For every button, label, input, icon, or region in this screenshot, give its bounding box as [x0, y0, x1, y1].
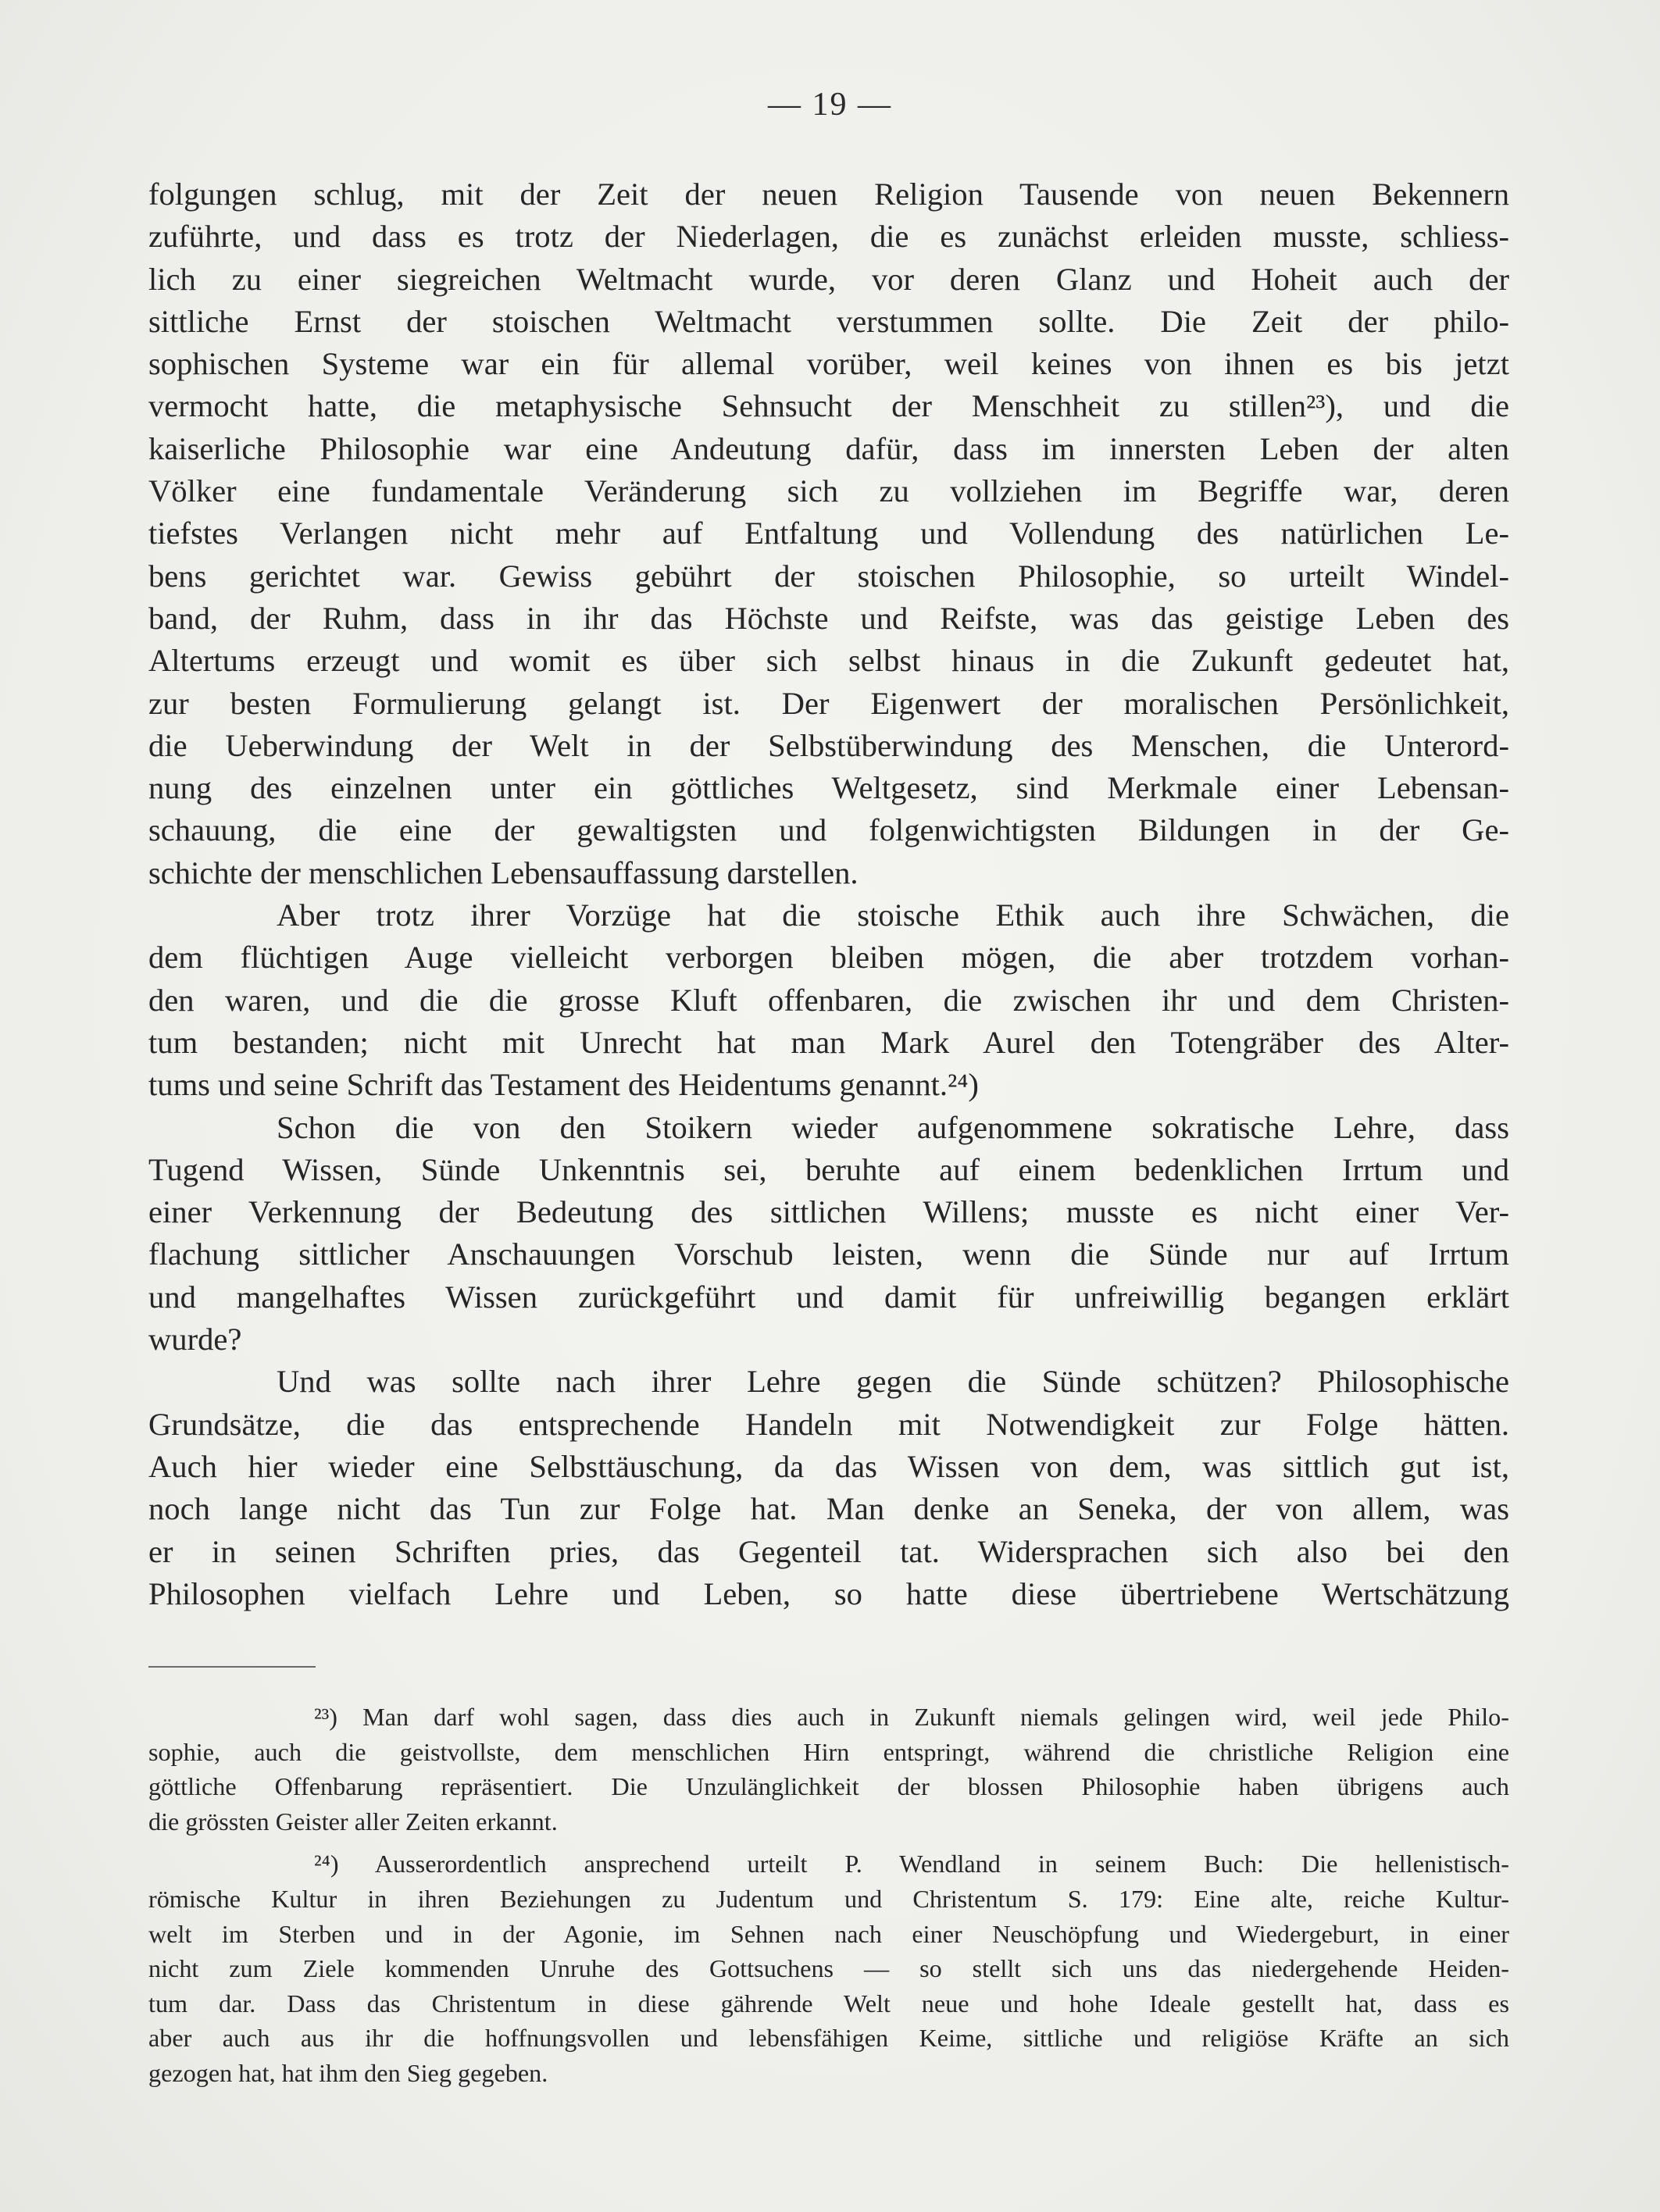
text-line: Völker eine fundamentale Veränderung sich zu vollziehen im Begriffe war, deren — [148, 473, 1509, 509]
text-line: Altertums erzeugt und womit es über sich selbst hinaus in die Zukunft gedeutet hat, — [148, 643, 1509, 679]
text-line: sophischen Systeme war ein für allemal vorüber, weil keines von ihnen es bis jetzt — [148, 346, 1509, 382]
page-number: — 19 — — [768, 87, 892, 123]
footnote-line: die grössten Geister aller Zeiten erkannt. — [148, 1807, 558, 1836]
text-line: vermocht hatte, die metaphysische Sehnsucht der Menschheit zu stillen²³), und die — [148, 388, 1509, 424]
text-line: noch lange nicht das Tun zur Folge hat. Man denke an Seneka, der von allem, was — [148, 1491, 1509, 1527]
text-line: tiefstes Verlangen nicht mehr auf Entfaltung und Vollendung des natürlichen Le- — [148, 516, 1509, 551]
footnote-line: sophie, auch die geistvollste, dem menschlichen Hirn entspringt, während die christliche Religion eine — [148, 1737, 1509, 1766]
main-text — [148, 173, 1509, 1615]
footnote-line: römische Kultur in ihren Beziehungen zu Judentum und Christentum S. 179: Eine alte, reiche Kultur- — [148, 1884, 1509, 1913]
text-line: sittliche Ernst der stoischen Weltmacht verstummen sollte. Die Zeit der philo- — [148, 303, 1509, 339]
footnote — [148, 1846, 1509, 2090]
text-line: die Ueberwindung der Welt in der Selbstüberwindung des Menschen, die Unterord- — [148, 727, 1509, 763]
footnote-line: ²⁴) Ausserordentlich ansprechend urteilt P. Wendland in seinem Buch: Die hellenistisch- — [314, 1850, 1509, 1878]
text-line: schichte der menschlichen Lebensauffassung darstellen. — [148, 854, 859, 890]
text-line: bens gerichtet war. Gewiss gebührt der stoischen Philosophie, so urteilt Windel- — [148, 558, 1509, 594]
footnote-divider — [148, 1666, 316, 1668]
footnote — [148, 1700, 1509, 1839]
text-line: flachung sittlicher Anschauungen Vorschub leisten, wenn die Sünde nur auf Irrtum — [148, 1236, 1509, 1272]
footnote-line: aber auch aus ihr die hoffnungsvollen und lebensfähigen Keime, sittliche und religiöse Kräfte an sich — [148, 2024, 1509, 2053]
text-line: tum bestanden; nicht mit Unrecht hat man Mark Aurel den Totengräber des Alter- — [148, 1024, 1509, 1060]
text-line: folgungen schlug, mit der Zeit der neuen Religion Tausende von neuen Bekennern — [148, 177, 1509, 212]
text-line: lich zu einer siegreichen Weltmacht wurde, vor deren Glanz und Hoheit auch der — [148, 261, 1509, 297]
footnote-line: gezogen hat, hat ihm den Sieg gegeben. — [148, 2058, 548, 2087]
text-line: nung des einzelnen unter ein göttliches Weltgesetz, sind Merkmale einer Lebensan- — [148, 770, 1509, 806]
footnote-line: welt im Sterben und in der Agonie, im Sehnen nach einer Neuschöpfung und Wiedergeburt, in einer — [148, 1919, 1509, 1948]
text-line: schauung, die eine der gewaltigsten und folgenwichtigsten Bildungen in der Ge- — [148, 812, 1509, 848]
text-line: band, der Ruhm, dass in ihr das Höchste und Reifste, was das geistige Leben des — [148, 600, 1509, 636]
text-line: Philosophen vielfach Lehre und Leben, so hatte diese übertriebene Wertschätzung — [148, 1575, 1509, 1611]
text-line: tums und seine Schrift das Testament des Heidentums genannt.²⁴) — [148, 1067, 979, 1103]
text-line: und mangelhaftes Wissen zurückgeführt und damit für unfreiwillig begangen erklärt — [148, 1279, 1509, 1315]
footnote-line: tum dar. Dass das Christentum in diese gährende Welt neue und hohe Ideale gestellt hat, dass es — [148, 1989, 1509, 2018]
footnote-line: ²³) Man darf wohl sagen, dass dies auch in Zukunft niemals gelingen wird, weil jede Philo- — [314, 1703, 1509, 1731]
text-line: zur besten Formulierung gelangt ist. Der Eigenwert der moralischen Persönlichkeit, — [148, 685, 1509, 721]
text-line: wurde? — [148, 1322, 242, 1358]
footnote-line: nicht zum Ziele kommenden Unruhe des Gottsuchens — so stellt sich uns das niedergehende Heiden- — [148, 1954, 1509, 1983]
text-line: kaiserliche Philosophie war eine Andeutung dafür, dass im innersten Leben der alten — [148, 430, 1509, 466]
text-line: dem flüchtigen Auge vielleicht verborgen bleiben mögen, die aber trotzdem vorhan- — [148, 940, 1509, 976]
text-line: Schon die von den Stoikern wieder aufgenommene sokratische Lehre, dass — [277, 1109, 1509, 1145]
text-line: Grundsätze, die das entsprechende Handeln mit Notwendigkeit zur Folge hätten. — [148, 1406, 1509, 1442]
text-line: Tugend Wissen, Sünde Unkenntnis sei, beruhte auf einem bedenklichen Irrtum und — [148, 1151, 1509, 1187]
text-line: er in seinen Schriften pries, das Gegenteil tat. Widersprachen sich also bei den — [148, 1533, 1509, 1569]
text-line: Aber trotz ihrer Vorzüge hat die stoische Ethik auch ihre Schwächen, die — [277, 897, 1509, 933]
text-line: den waren, und die die grosse Kluft offenbaren, die zwischen ihr und dem Christen- — [148, 982, 1509, 1018]
footnotes — [148, 1700, 1509, 2091]
footnote-line: göttliche Offenbarung repräsentiert. Die Unzulänglichkeit der blossen Philosophie haben übrigens auch — [148, 1772, 1509, 1801]
text-line: Auch hier wieder eine Selbsttäuschung, da das Wissen von dem, was sittlich gut ist, — [148, 1448, 1509, 1484]
text-line: einer Verkennung der Bedeutung des sittlichen Willens; musste es nicht einer Ver- — [148, 1194, 1509, 1230]
text-line: Und was sollte nach ihrer Lehre gegen die Sünde schützen? Philosophische — [277, 1364, 1509, 1400]
text-line: zuführte, und dass es trotz der Niederlagen, die es zunächst erleiden musste, schliess- — [148, 219, 1509, 255]
